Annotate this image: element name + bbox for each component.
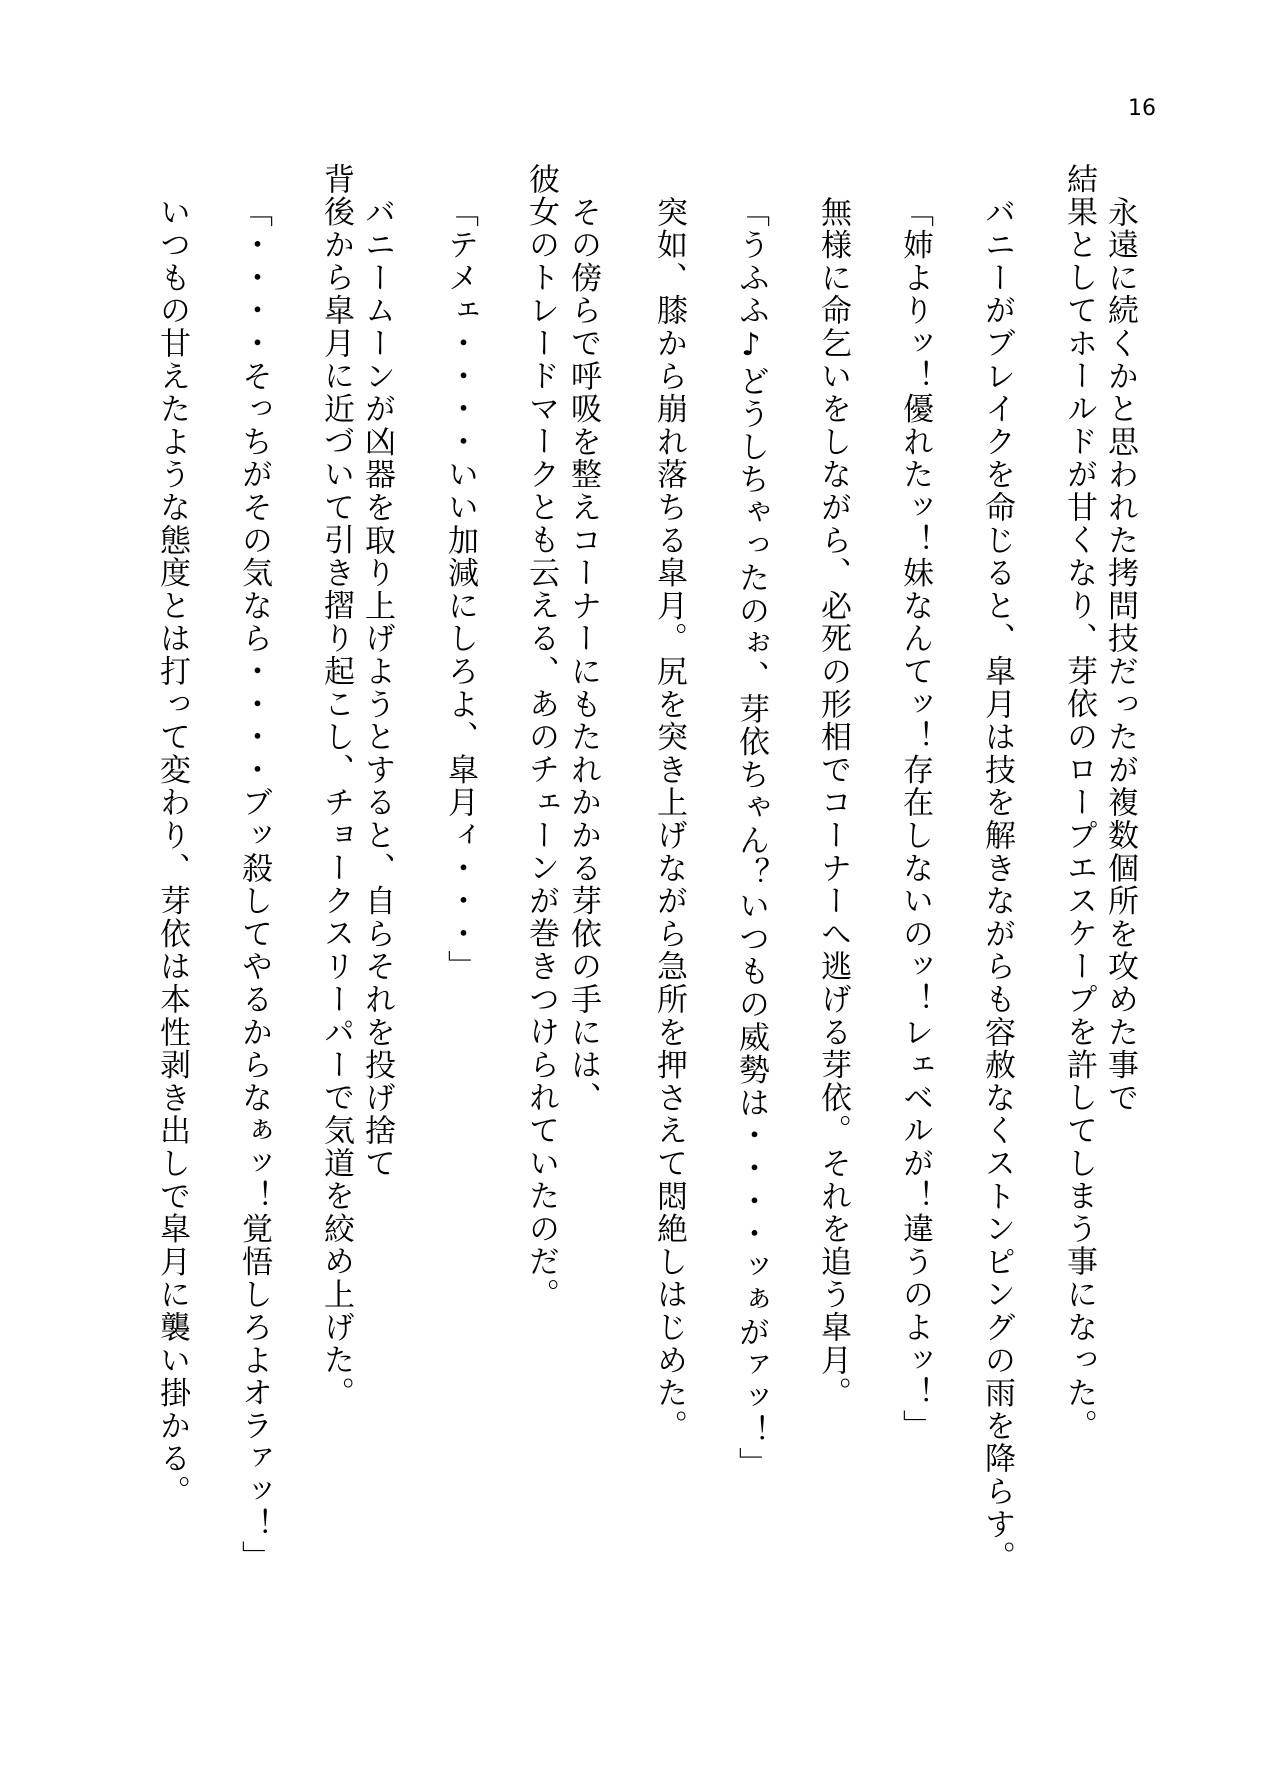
text-line: 無様に命乞いをしながら、必死の形相でコーナーへ逃げる芽依。それを追う皐月。 xyxy=(815,196,851,1410)
text-line: いつもの甘えたような態度とは打って変わり、芽依は本性剥き出しで皐月に襲い掛かる。 xyxy=(154,196,190,1508)
dialogue-line: 「・・・・そっちがその気なら・・・・ブッ殺してやるからなぁッ！覚悟しろよオラァッ！」 xyxy=(236,196,272,1574)
text-line: その傍らで呼吸を整えコーナーにもたれかかる芽依の手には、 xyxy=(565,196,601,1115)
dialogue-line: 「うふふ♪どうしちゃったのぉ、芽依ちゃん？いつもの威勢は・・・・ッぁがァッ！」 xyxy=(733,196,769,1481)
dialogue-line: 「姉よりッ！優れたッ！妹なんてッ！存在しないのッ！レェベルが！違うのよッ！」 xyxy=(897,196,933,1443)
text-line: バニーがブレイクを命じると、皐月は技を解きながらも容赦なくストンピングの雨を降らす。 xyxy=(979,196,1015,1574)
page-number: 16 xyxy=(1128,96,1156,121)
text-line: 結果としてホールドが甘くなり、芽依のロープエスケープを許してしまう事になった。 xyxy=(1061,163,1097,1443)
text-line: 彼女のトレードマークとも云える、あのチェーンが巻きつけられていたのだ。 xyxy=(523,163,559,1311)
text-line: 突如、膝から崩れ落ちる皐月。尻を突き上げながら急所を押さえて悶絶しはじめた。 xyxy=(651,196,687,1443)
dialogue-line: 「テメェ・・・・いい加減にしろよ、皐月ィ・・・」 xyxy=(442,196,478,984)
text-line: 背後から皐月に近づいて引き摺り起こし、チョークスリーパーで気道を絞め上げた。 xyxy=(318,163,354,1410)
text-line: 永遠に続くかと思われた拷問技だったが複数個所を攻めた事で xyxy=(1102,196,1138,1115)
text-line: バニームーンが凶器を取り上げようとすると、自らそれを投げ捨て xyxy=(359,196,395,1180)
